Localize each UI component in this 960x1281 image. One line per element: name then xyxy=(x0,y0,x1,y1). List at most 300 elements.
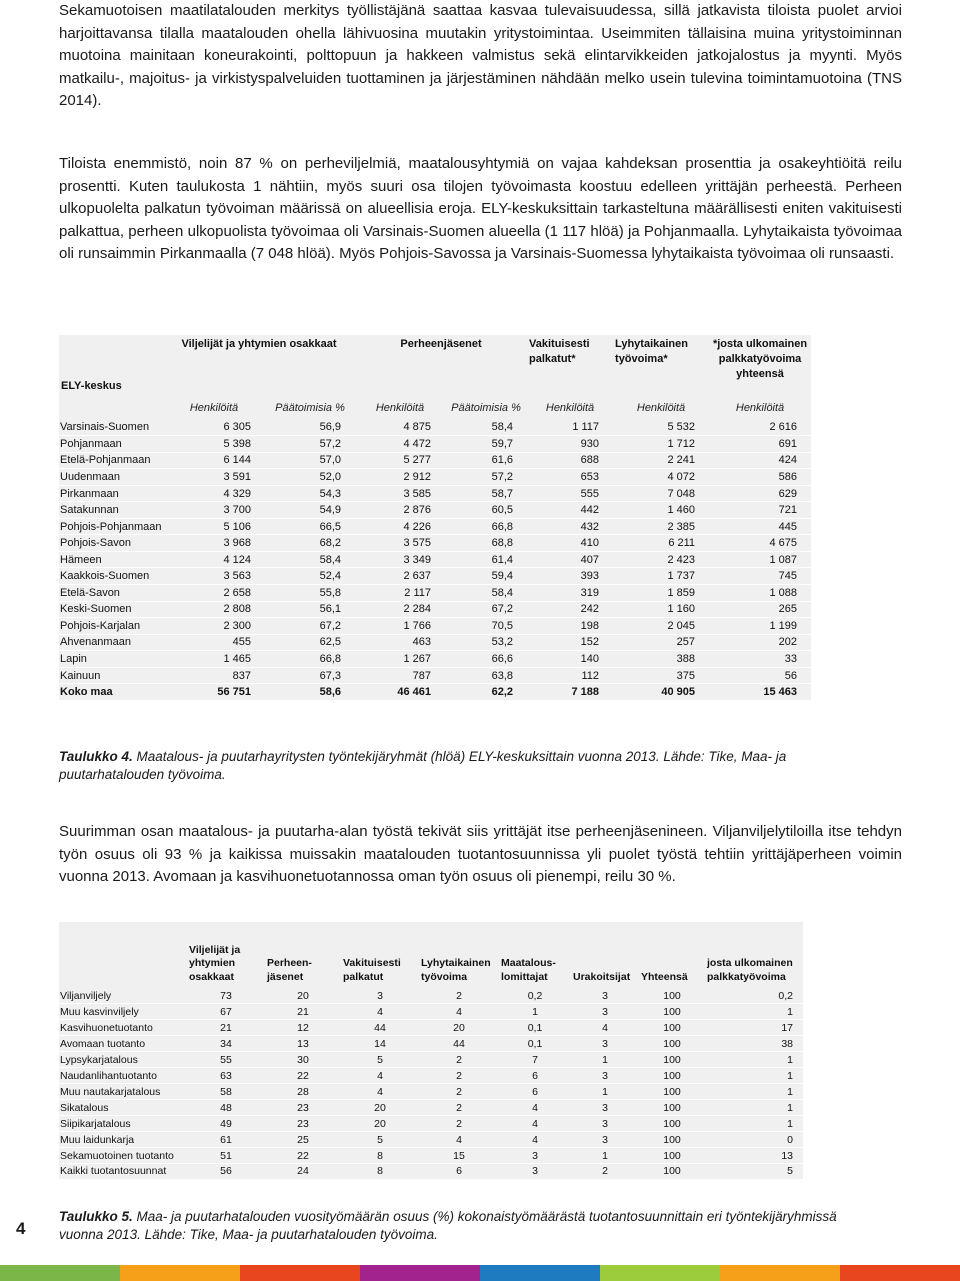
value-cell: 100 xyxy=(639,1163,705,1179)
value-cell: 3 xyxy=(571,1068,639,1084)
value-cell: 6 xyxy=(499,1068,571,1084)
header-cell xyxy=(59,922,187,988)
value-cell: 58 xyxy=(187,1084,265,1100)
value-cell: 24 xyxy=(265,1163,341,1179)
table-row xyxy=(59,1148,803,1164)
value-cell: 20 xyxy=(265,988,341,1004)
table-row xyxy=(59,1020,803,1036)
header-cell: Vakituisesti palkatut xyxy=(343,957,401,983)
value-cell: 3 xyxy=(571,988,639,1004)
value-cell: 62,5 xyxy=(265,634,355,651)
table-row xyxy=(59,518,811,535)
table-row xyxy=(59,485,811,502)
subheader-cell: Päätoimisia % xyxy=(275,402,345,415)
header-cell: Lyhytaikainen työvoima xyxy=(421,957,491,983)
table-row xyxy=(59,568,811,585)
value-cell: 629 xyxy=(709,485,811,502)
region-name: Koko maa xyxy=(59,684,163,701)
table-row xyxy=(59,1100,803,1116)
value-cell: 73 xyxy=(187,988,265,1004)
color-bar-segment xyxy=(600,1265,720,1281)
production-type: Muu kasvinviljely xyxy=(59,1004,187,1020)
value-cell: 58,4 xyxy=(265,551,355,568)
color-bar-segment xyxy=(720,1265,840,1281)
table-row xyxy=(59,1163,803,1179)
value-cell: 6 211 xyxy=(613,535,709,552)
value-cell: 57,2 xyxy=(445,469,527,486)
value-cell: 407 xyxy=(527,551,613,568)
value-cell: 424 xyxy=(709,452,811,469)
header-farmers: Viljelijät ja yhtymien osakkaat xyxy=(181,338,337,350)
value-cell: 33 xyxy=(709,651,811,668)
value-cell: 745 xyxy=(709,568,811,585)
value-cell: 2 045 xyxy=(613,618,709,635)
table-row xyxy=(59,419,811,436)
table-4-caption xyxy=(59,748,859,784)
caption-label: Taulukko 4. xyxy=(59,749,133,764)
table-row xyxy=(59,1132,803,1148)
subheader-cell: Henkilöitä xyxy=(189,402,239,415)
value-cell: 2 808 xyxy=(163,601,265,618)
subheader-blank xyxy=(59,397,163,419)
value-cell: 5 106 xyxy=(163,518,265,535)
value-cell: 67,3 xyxy=(265,667,355,684)
value-cell: 20 xyxy=(341,1100,419,1116)
table-row xyxy=(59,601,811,618)
value-cell: 51 xyxy=(187,1148,265,1164)
value-cell: 4 xyxy=(499,1116,571,1132)
value-cell: 2 876 xyxy=(355,502,445,519)
color-bar-segment xyxy=(120,1265,240,1281)
production-type: Lypsykarjatalous xyxy=(59,1052,187,1068)
region-name: Keski-Suomen xyxy=(59,601,163,618)
value-cell: 463 xyxy=(355,634,445,651)
value-cell: 375 xyxy=(613,667,709,684)
value-cell: 1 xyxy=(571,1084,639,1100)
value-cell: 68,8 xyxy=(445,535,527,552)
value-cell: 59,7 xyxy=(445,436,527,453)
value-cell: 17 xyxy=(705,1020,803,1036)
value-cell: 13 xyxy=(705,1148,803,1164)
value-cell: 4 xyxy=(419,1132,499,1148)
value-cell: 61,4 xyxy=(445,551,527,568)
value-cell: 393 xyxy=(527,568,613,585)
value-cell: 198 xyxy=(527,618,613,635)
value-cell: 0,2 xyxy=(499,988,571,1004)
value-cell: 100 xyxy=(639,1020,705,1036)
value-cell: 2 xyxy=(419,988,499,1004)
value-cell: 40 905 xyxy=(613,684,709,701)
value-cell: 7 xyxy=(499,1052,571,1068)
value-cell: 100 xyxy=(639,1116,705,1132)
value-cell: 66,8 xyxy=(445,518,527,535)
value-cell: 0 xyxy=(705,1132,803,1148)
value-cell: 691 xyxy=(709,436,811,453)
value-cell: 48 xyxy=(187,1100,265,1116)
table-row xyxy=(59,452,811,469)
value-cell: 63 xyxy=(187,1068,265,1084)
value-cell: 1 xyxy=(705,1100,803,1116)
value-cell: 5 xyxy=(705,1163,803,1179)
value-cell: 49 xyxy=(187,1116,265,1132)
table-row xyxy=(59,988,803,1004)
color-bar-segment xyxy=(240,1265,360,1281)
value-cell: 8 xyxy=(341,1148,419,1164)
value-cell: 25 xyxy=(265,1132,341,1148)
value-cell: 1 267 xyxy=(355,651,445,668)
region-name: Uudenmaan xyxy=(59,469,163,486)
header-cell: Maatalous-lomittajat xyxy=(501,957,556,983)
value-cell: 445 xyxy=(709,518,811,535)
header-cell: Perheen-jäsenet xyxy=(267,957,312,983)
value-cell: 3 585 xyxy=(355,485,445,502)
value-cell: 721 xyxy=(709,502,811,519)
subheader-row xyxy=(59,397,811,419)
value-cell: 14 xyxy=(341,1036,419,1052)
header-cell: Viljelijät ja yhtymien osakkaat xyxy=(189,943,241,983)
value-cell: 20 xyxy=(419,1020,499,1036)
region-name: Etelä-Savon xyxy=(59,585,163,602)
value-cell: 100 xyxy=(639,1052,705,1068)
value-cell: 3 xyxy=(571,1116,639,1132)
value-cell: 100 xyxy=(639,1100,705,1116)
value-cell: 410 xyxy=(527,535,613,552)
table-row xyxy=(59,634,811,651)
value-cell: 34 xyxy=(187,1036,265,1052)
subheader-cell: Henkilöitä xyxy=(735,402,785,415)
caption-text: Maatalous- ja puutarhayritysten työntekijäryhmät (hlöä) ELY-keskuksittain vuonna 2013. Lähde: Tike, Maa- ja puutarhatalouden työvoima. xyxy=(59,749,787,782)
value-cell: 100 xyxy=(639,1148,705,1164)
value-cell: 2 241 xyxy=(613,452,709,469)
total-row xyxy=(59,684,811,701)
value-cell: 7 188 xyxy=(527,684,613,701)
value-cell: 787 xyxy=(355,667,445,684)
value-cell: 257 xyxy=(613,634,709,651)
region-name: Pohjois-Savon xyxy=(59,535,163,552)
value-cell: 2 284 xyxy=(355,601,445,618)
value-cell: 5 277 xyxy=(355,452,445,469)
value-cell: 3 968 xyxy=(163,535,265,552)
value-cell: 2 912 xyxy=(355,469,445,486)
production-type: Sikatalous xyxy=(59,1100,187,1116)
value-cell: 67,2 xyxy=(445,601,527,618)
value-cell: 54,9 xyxy=(265,502,355,519)
value-cell: 63,8 xyxy=(445,667,527,684)
value-cell: 23 xyxy=(265,1100,341,1116)
header-short-term: Lyhytaikainen työvoima* xyxy=(615,338,688,365)
region-name: Pirkanmaan xyxy=(59,485,163,502)
value-cell: 1 117 xyxy=(527,419,613,436)
table-row xyxy=(59,651,811,668)
region-name: Hämeen xyxy=(59,551,163,568)
region-name: Ahvenanmaan xyxy=(59,634,163,651)
value-cell: 1 766 xyxy=(355,618,445,635)
value-cell: 44 xyxy=(419,1036,499,1052)
region-name: Satakunnan xyxy=(59,502,163,519)
value-cell: 22 xyxy=(265,1148,341,1164)
production-type: Viljanviljely xyxy=(59,988,187,1004)
value-cell: 57,2 xyxy=(265,436,355,453)
value-cell: 67,2 xyxy=(265,618,355,635)
value-cell: 58,6 xyxy=(265,684,355,701)
value-cell: 2 658 xyxy=(163,585,265,602)
value-cell: 3 xyxy=(571,1132,639,1148)
header-permanent: Vakituisesti palkatut* xyxy=(529,338,590,365)
value-cell: 2 xyxy=(419,1116,499,1132)
value-cell: 4 226 xyxy=(355,518,445,535)
value-cell: 28 xyxy=(265,1084,341,1100)
value-cell: 67 xyxy=(187,1004,265,1020)
table-5 xyxy=(59,922,803,1180)
color-bar-segment xyxy=(360,1265,480,1281)
value-cell: 5 xyxy=(341,1132,419,1148)
value-cell: 1 xyxy=(705,1084,803,1100)
value-cell: 1 465 xyxy=(163,651,265,668)
value-cell: 4 124 xyxy=(163,551,265,568)
subheader-cell: Henkilöitä xyxy=(636,402,686,415)
value-cell: 21 xyxy=(187,1020,265,1036)
value-cell: 837 xyxy=(163,667,265,684)
value-cell: 1 xyxy=(571,1148,639,1164)
value-cell: 30 xyxy=(265,1052,341,1068)
value-cell: 57,0 xyxy=(265,452,355,469)
value-cell: 20 xyxy=(341,1116,419,1132)
value-cell: 15 xyxy=(419,1148,499,1164)
value-cell: 3 xyxy=(499,1163,571,1179)
value-cell: 2 117 xyxy=(355,585,445,602)
value-cell: 2 423 xyxy=(613,551,709,568)
value-cell: 1 xyxy=(705,1052,803,1068)
value-cell: 58,4 xyxy=(445,419,527,436)
color-bar-segment xyxy=(0,1265,120,1281)
value-cell: 1 xyxy=(705,1068,803,1084)
color-bar-segment xyxy=(840,1265,960,1281)
subheader-cell: Henkilöitä xyxy=(545,402,595,415)
value-cell: 12 xyxy=(265,1020,341,1036)
value-cell: 3 591 xyxy=(163,469,265,486)
value-cell: 2 637 xyxy=(355,568,445,585)
subheader-cell: Henkilöitä xyxy=(375,402,425,415)
value-cell: 100 xyxy=(639,988,705,1004)
table-row xyxy=(59,1004,803,1020)
value-cell: 66,8 xyxy=(265,651,355,668)
value-cell: 112 xyxy=(527,667,613,684)
table-row xyxy=(59,436,811,453)
value-cell: 3 xyxy=(499,1148,571,1164)
table-4 xyxy=(59,335,811,701)
production-type: Muu laidunkarja xyxy=(59,1132,187,1148)
value-cell: 6 144 xyxy=(163,452,265,469)
caption-label: Taulukko 5. xyxy=(59,1209,133,1224)
production-type: Kaikki tuotantosuunnat xyxy=(59,1163,187,1179)
value-cell: 55,8 xyxy=(265,585,355,602)
value-cell: 56,1 xyxy=(265,601,355,618)
production-type: Muu nautakarjatalous xyxy=(59,1084,187,1100)
value-cell: 152 xyxy=(527,634,613,651)
value-cell: 56 xyxy=(709,667,811,684)
value-cell: 4 xyxy=(571,1020,639,1036)
value-cell: 442 xyxy=(527,502,613,519)
value-cell: 4 xyxy=(499,1100,571,1116)
value-cell: 54,3 xyxy=(265,485,355,502)
value-cell: 2 616 xyxy=(709,419,811,436)
value-cell: 3 xyxy=(571,1036,639,1052)
table-row xyxy=(59,1068,803,1084)
value-cell: 70,5 xyxy=(445,618,527,635)
region-name: Etelä-Pohjanmaan xyxy=(59,452,163,469)
value-cell: 319 xyxy=(527,585,613,602)
value-cell: 6 xyxy=(499,1084,571,1100)
value-cell: 44 xyxy=(341,1020,419,1036)
value-cell: 61 xyxy=(187,1132,265,1148)
value-cell: 58,7 xyxy=(445,485,527,502)
value-cell: 1 160 xyxy=(613,601,709,618)
value-cell: 7 048 xyxy=(613,485,709,502)
value-cell: 4 675 xyxy=(709,535,811,552)
value-cell: 432 xyxy=(527,518,613,535)
region-name: Kaakkois-Suomen xyxy=(59,568,163,585)
value-cell: 388 xyxy=(613,651,709,668)
value-cell: 5 532 xyxy=(613,419,709,436)
production-type: Siipikarjatalous xyxy=(59,1116,187,1132)
value-cell: 52,0 xyxy=(265,469,355,486)
value-cell: 3 563 xyxy=(163,568,265,585)
value-cell: 2 xyxy=(419,1052,499,1068)
table-row xyxy=(59,585,811,602)
value-cell: 1 737 xyxy=(613,568,709,585)
value-cell: 2 xyxy=(419,1068,499,1084)
value-cell: 242 xyxy=(527,601,613,618)
value-cell: 586 xyxy=(709,469,811,486)
intro-paragraph: Sekamuotoisen maatilatalouden merkitys työllistäjänä saattaa kasvaa tulevaisuudessa, sillä jatkavista tiloista puolet arvioi harjoittavansa tilalla maatalouden ohella lähivuosina muutakin yritystoimintaa. Useimmiten tällaisina muina yritystoiminnan muotoina mainitaan koneurakointi, polttopuun ja hakkeen valmistus sekä elintarvikkeiden jatkojalostus ja myynti. Myös matkailu-, majoitus- ja virkistyspalveluiden tuottaminen ja järjestäminen nähdään melko usein tulevina toimintamuotoina (TNS 2014). xyxy=(59,2,902,109)
value-cell: 58,4 xyxy=(445,585,527,602)
table-row xyxy=(59,667,811,684)
value-cell: 202 xyxy=(709,634,811,651)
value-cell: 15 463 xyxy=(709,684,811,701)
value-cell: 66,6 xyxy=(445,651,527,668)
value-cell: 4 072 xyxy=(613,469,709,486)
value-cell: 4 xyxy=(499,1132,571,1148)
value-cell: 1 xyxy=(499,1004,571,1020)
header-foreign: *josta ulkomainen palkkatyövoima yhteensä xyxy=(712,338,808,380)
value-cell: 2 300 xyxy=(163,618,265,635)
table-row xyxy=(59,551,811,568)
value-cell: 13 xyxy=(265,1036,341,1052)
value-cell: 4 xyxy=(341,1004,419,1020)
value-cell: 1 xyxy=(705,1004,803,1020)
value-cell: 53,2 xyxy=(445,634,527,651)
region-name: Varsinais-Suomen xyxy=(59,419,163,436)
table-row xyxy=(59,1036,803,1052)
value-cell: 265 xyxy=(709,601,811,618)
value-cell: 1 712 xyxy=(613,436,709,453)
value-cell: 22 xyxy=(265,1068,341,1084)
value-cell: 4 xyxy=(419,1004,499,1020)
value-cell: 46 461 xyxy=(355,684,445,701)
value-cell: 555 xyxy=(527,485,613,502)
table-row xyxy=(59,1052,803,1068)
value-cell: 3 349 xyxy=(355,551,445,568)
value-cell: 61,6 xyxy=(445,452,527,469)
value-cell: 1 199 xyxy=(709,618,811,635)
value-cell: 56 xyxy=(187,1163,265,1179)
value-cell: 100 xyxy=(639,1004,705,1020)
region-name: Pohjanmaan xyxy=(59,436,163,453)
value-cell: 1 460 xyxy=(613,502,709,519)
table-5-caption xyxy=(59,1208,859,1244)
value-cell: 68,2 xyxy=(265,535,355,552)
value-cell: 3 700 xyxy=(163,502,265,519)
value-cell: 140 xyxy=(527,651,613,668)
value-cell: 4 472 xyxy=(355,436,445,453)
value-cell: 1 859 xyxy=(613,585,709,602)
table-row xyxy=(59,469,811,486)
value-cell: 8 xyxy=(341,1163,419,1179)
value-cell: 3 575 xyxy=(355,535,445,552)
value-cell: 4 xyxy=(341,1068,419,1084)
header-cell: Yhteensä xyxy=(641,970,688,983)
value-cell: 66,5 xyxy=(265,518,355,535)
value-cell: 59,4 xyxy=(445,568,527,585)
table-row xyxy=(59,1084,803,1100)
value-cell: 653 xyxy=(527,469,613,486)
region-name: Kainuun xyxy=(59,667,163,684)
value-cell: 2 xyxy=(571,1163,639,1179)
value-cell: 0,2 xyxy=(705,988,803,1004)
value-cell: 3 xyxy=(341,988,419,1004)
production-type: Sekamuotoinen tuotanto xyxy=(59,1148,187,1164)
value-cell: 100 xyxy=(639,1084,705,1100)
table-row xyxy=(59,502,811,519)
value-cell: 3 xyxy=(571,1100,639,1116)
value-cell: 4 329 xyxy=(163,485,265,502)
header-cell: Urakoitsijat xyxy=(573,970,631,983)
region-name: Pohjois-Pohjanmaan xyxy=(59,518,163,535)
value-cell: 21 xyxy=(265,1004,341,1020)
value-cell: 100 xyxy=(639,1132,705,1148)
value-cell: 38 xyxy=(705,1036,803,1052)
footer-color-bar xyxy=(0,1265,960,1281)
header-cell: josta ulkomainen palkkatyövoima xyxy=(707,957,793,983)
value-cell: 1 xyxy=(705,1116,803,1132)
value-cell: 0,1 xyxy=(499,1036,571,1052)
value-cell: 62,2 xyxy=(445,684,527,701)
value-cell: 56 751 xyxy=(163,684,265,701)
value-cell: 5 398 xyxy=(163,436,265,453)
value-cell: 2 385 xyxy=(613,518,709,535)
value-cell: 4 875 xyxy=(355,419,445,436)
color-bar-segment xyxy=(480,1265,600,1281)
value-cell: 3 xyxy=(571,1004,639,1020)
value-cell: 930 xyxy=(527,436,613,453)
farm-structure-paragraph: Tiloista enemmistö, noin 87 % on perheviljelmiä, maatalousyhtymiä on vajaa kahdeksan prosenttia ja osakeyhtiöitä reilu prosentti. Kuten taulukosta 1 nähtiin, myös suuri osa tilojen työvoimasta koostuu edelleen yrittäjän perheestä. Perheen ulkopuolelta palkatun työvoiman määrissä on alueellisia eroja. ELY-keskuksittain tarkasteltuna määrällisesti eniten vakituisesti palkattua, perheen ulkopuolista työvoimaa oli Varsinais-Suomen alueella (1 117 hlöä) ja Pohjanmaalla. Lyhytaikaista työvoimaa oli runsaimmin Pirkanmaalla (7 048 hlöä). Myös Pohjois-Savossa ja Varsinais-Suomessa lyhytaikaista työvoimaa oli runsaasti. xyxy=(59,155,902,262)
table-row xyxy=(59,535,811,552)
value-cell: 55 xyxy=(187,1052,265,1068)
value-cell: 1 xyxy=(571,1052,639,1068)
region-name: Lapin xyxy=(59,651,163,668)
table-row xyxy=(59,1116,803,1132)
value-cell: 0,1 xyxy=(499,1020,571,1036)
production-type: Naudanlihantuotanto xyxy=(59,1068,187,1084)
table-row xyxy=(59,618,811,635)
value-cell: 2 xyxy=(419,1100,499,1116)
value-cell: 2 xyxy=(419,1084,499,1100)
subheader-cell: Päätoimisia % xyxy=(451,402,521,415)
value-cell: 6 305 xyxy=(163,419,265,436)
value-cell: 100 xyxy=(639,1036,705,1052)
production-type: Avomaan tuotanto xyxy=(59,1036,187,1052)
page-number: 4 xyxy=(16,1219,26,1238)
